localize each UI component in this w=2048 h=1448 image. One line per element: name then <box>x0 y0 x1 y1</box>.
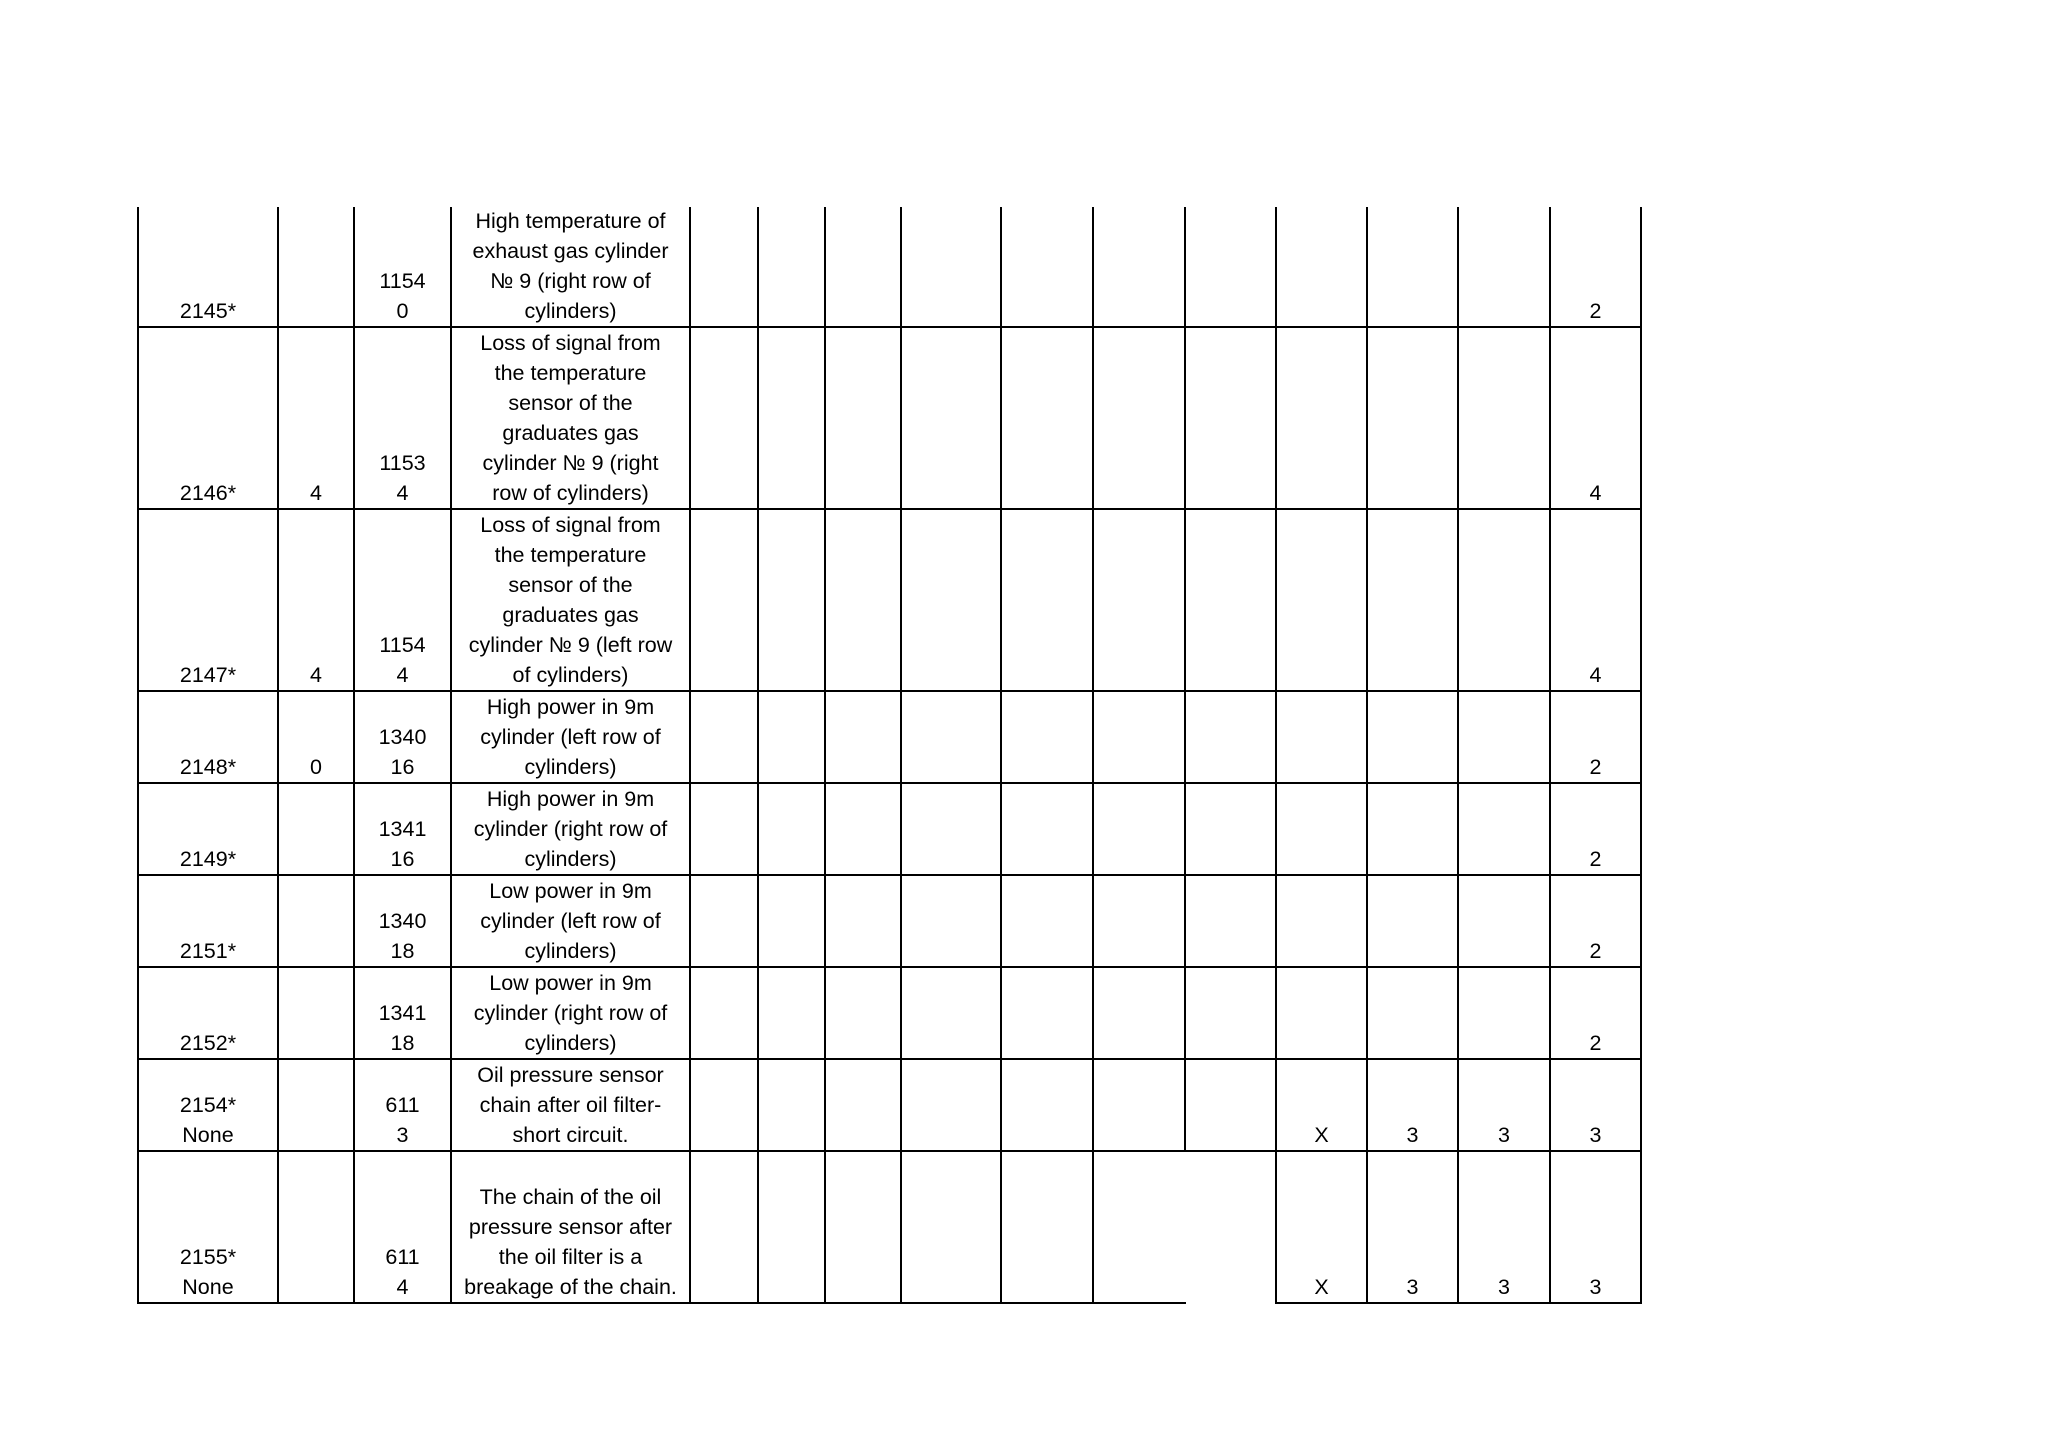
spn-fmi-cell: 1340 18 <box>378 909 427 963</box>
column-border <box>900 207 902 1152</box>
flag-cell <box>1276 207 1367 327</box>
flag-cell <box>1276 875 1367 967</box>
value-cell: 4 <box>1589 663 1602 687</box>
spn-fmi-cell: 1340 16 <box>378 725 427 779</box>
value-cell <box>1367 875 1458 967</box>
value-cell <box>1458 783 1550 875</box>
level-cell <box>278 783 354 875</box>
value-cell: 2 <box>1589 755 1602 779</box>
value-cell <box>1458 327 1550 509</box>
spn-fmi-cell: 611 4 <box>385 1245 420 1299</box>
description-cell: Loss of signal from the temperature sensor of the graduates gas cylinder № 9 (right row of cylinders) <box>480 331 661 505</box>
value-cell: 2 <box>1589 939 1602 963</box>
value-cell <box>1367 509 1458 691</box>
spn-fmi-cell: 611 3 <box>385 1093 420 1147</box>
level-cell <box>278 875 354 967</box>
value-cell: 4 <box>1589 481 1602 505</box>
code-cell: 2145* <box>179 299 237 323</box>
code-cell: 2148* <box>179 755 237 779</box>
column-border <box>1000 207 1002 1152</box>
column-border <box>900 1151 902 1304</box>
code-cell: 2154* None <box>179 1093 237 1147</box>
value-cell <box>1367 327 1458 509</box>
flag-cell <box>1276 967 1367 1059</box>
description-cell: Oil pressure sensor chain after oil filter-short circuit. <box>477 1063 664 1147</box>
description-cell: The chain of the oil pressure sensor after the oil filter is a breakage of the chain. <box>464 1185 677 1299</box>
value-cell <box>1367 783 1458 875</box>
level-cell: 4 <box>310 663 322 687</box>
flag-cell <box>1276 783 1367 875</box>
value-cell: 3 <box>1498 1275 1510 1299</box>
spn-fmi-cell: 1154 4 <box>379 633 426 687</box>
value-cell: 3 <box>1406 1275 1419 1299</box>
value-cell: 3 <box>1589 1123 1602 1147</box>
value-cell: 2 <box>1589 299 1602 323</box>
value-cell: 2 <box>1589 847 1602 871</box>
column-border <box>757 207 759 1152</box>
description-cell: Low power in 9m cylinder (right row of cylinders) <box>473 971 668 1055</box>
level-cell <box>278 1151 354 1303</box>
value-cell <box>1458 691 1550 783</box>
flag-cell <box>1276 509 1367 691</box>
level-cell: 4 <box>310 481 322 505</box>
description-cell: Loss of signal from the temperature sensor of the graduates gas cylinder № 9 (left row of cylinders) <box>468 513 673 687</box>
level-cell <box>278 1059 354 1151</box>
column-border <box>1092 207 1094 1152</box>
column-border <box>824 207 826 1152</box>
row-border <box>1184 1150 1277 1152</box>
value-cell <box>1458 207 1550 327</box>
column-border <box>757 1151 759 1304</box>
spn-fmi-cell: 1341 18 <box>378 1001 427 1055</box>
code-cell: 2152* <box>179 1031 237 1055</box>
column-border <box>824 1151 826 1304</box>
flag-cell <box>1276 327 1367 509</box>
description-cell: High power in 9m cylinder (right row of cylinders) <box>473 787 668 871</box>
value-cell: 3 <box>1406 1123 1419 1147</box>
spn-fmi-cell: 1153 4 <box>379 451 426 505</box>
column-border <box>1000 1151 1002 1304</box>
level-cell <box>278 207 354 327</box>
spn-fmi-cell: 1154 0 <box>379 269 426 323</box>
value-cell <box>1458 875 1550 967</box>
flag-cell: X <box>1314 1275 1329 1299</box>
value-cell <box>1367 691 1458 783</box>
description-cell: Low power in 9m cylinder (left row of cylinders) <box>480 879 661 963</box>
code-cell: 2146* <box>179 481 237 505</box>
code-cell: 2155* None <box>179 1245 237 1299</box>
column-border <box>1184 207 1186 1152</box>
value-cell: 2 <box>1589 1031 1602 1055</box>
code-cell: 2151* <box>179 939 237 963</box>
value-cell <box>1367 207 1458 327</box>
value-cell <box>1458 967 1550 1059</box>
code-cell: 2149* <box>179 847 237 871</box>
value-cell <box>1367 967 1458 1059</box>
value-cell: 3 <box>1589 1275 1602 1299</box>
spn-fmi-cell: 1341 16 <box>378 817 427 871</box>
description-cell: High temperature of exhaust gas cylinder № 9 (right row of cylinders) <box>472 209 669 323</box>
flag-cell <box>1276 691 1367 783</box>
level-cell: 0 <box>310 755 322 779</box>
flag-cell: X <box>1314 1123 1329 1147</box>
description-cell: High power in 9m cylinder (left row of cylinders) <box>480 695 661 779</box>
value-cell: 3 <box>1498 1123 1510 1147</box>
value-cell <box>1458 509 1550 691</box>
level-cell <box>278 967 354 1059</box>
column-border <box>1092 1151 1094 1304</box>
code-cell: 2147* <box>179 663 237 687</box>
